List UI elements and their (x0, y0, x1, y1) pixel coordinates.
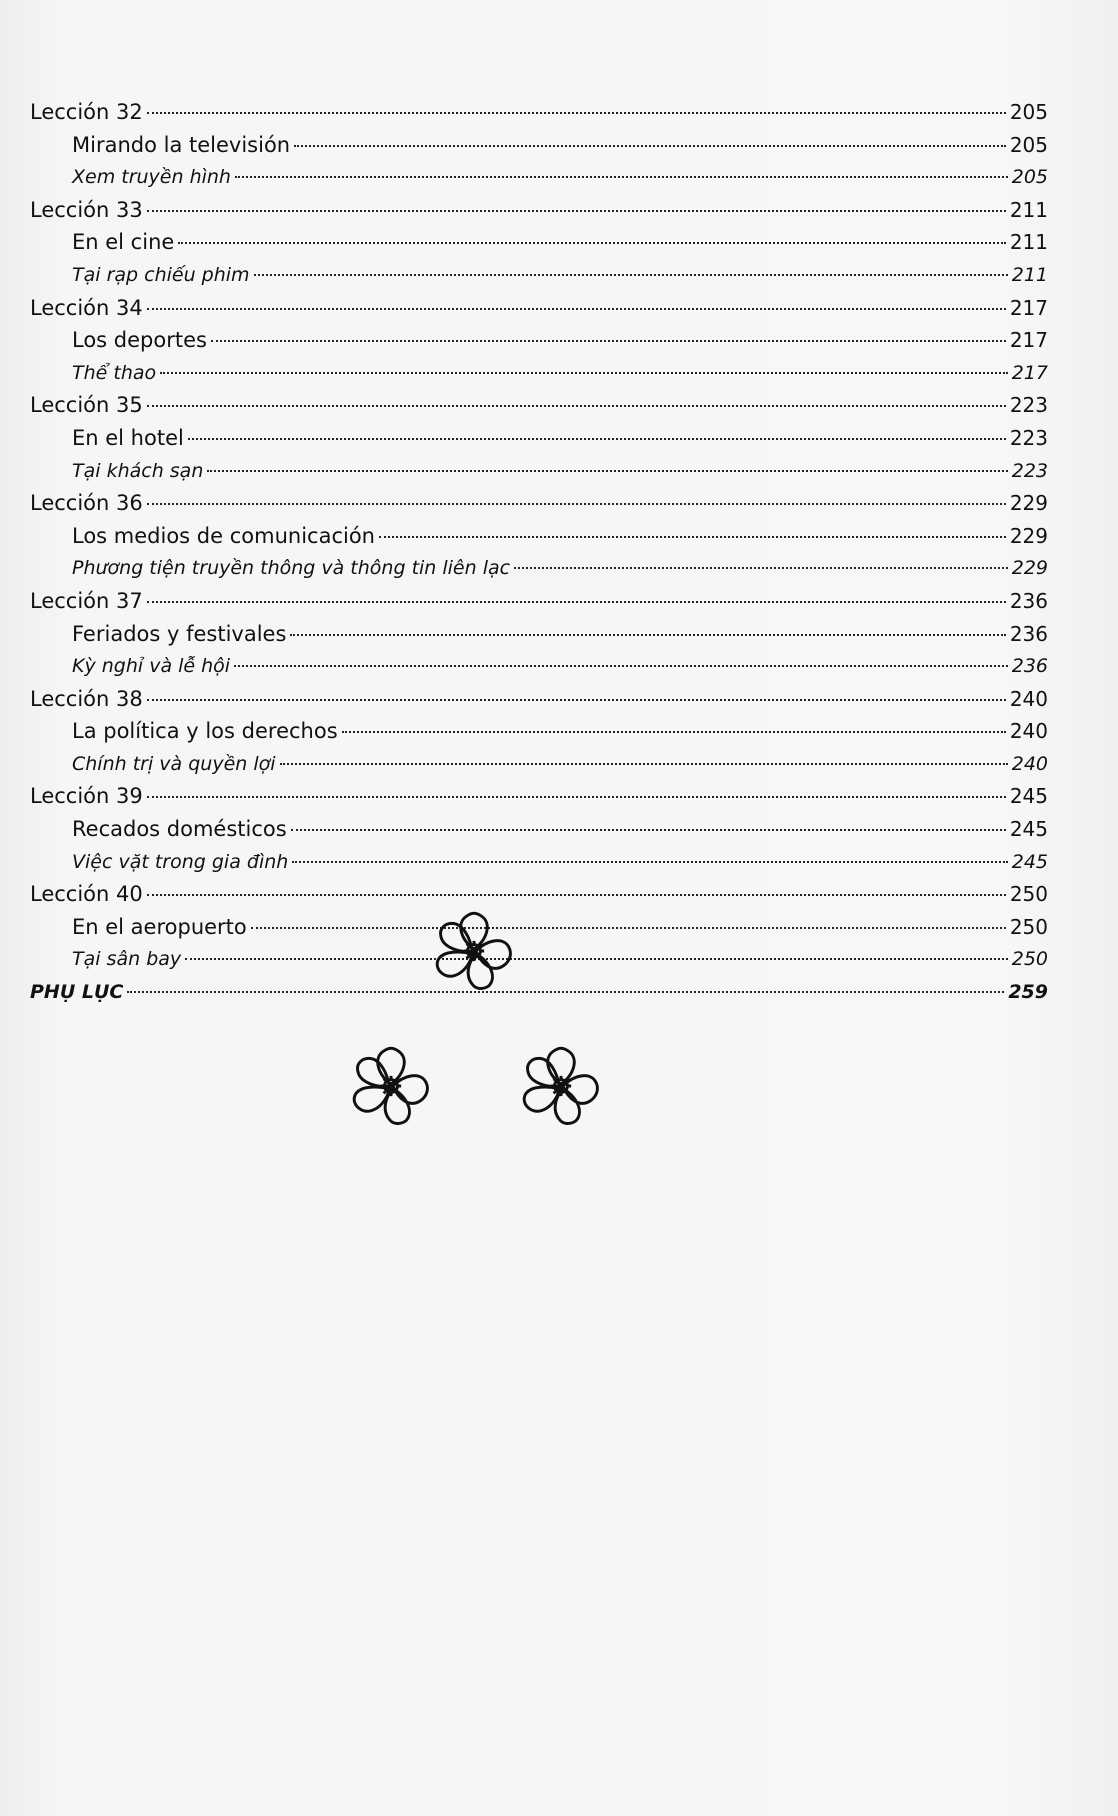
toc-page-number: 236 (1009, 588, 1048, 613)
toc-page-number: 205 (1009, 100, 1048, 124)
toc-page-number: 240 (1011, 752, 1048, 775)
toc-entry-title: Xem truyền hình (72, 166, 231, 189)
toc-entry-title: En el hotel (72, 425, 184, 450)
toc-entry-title: En el aeropuerto (72, 914, 247, 939)
toc-entry-title: Lección 40 (30, 882, 143, 907)
toc-page-number: 211 (1011, 263, 1048, 286)
toc-page-number: 205 (1011, 166, 1048, 189)
toc-page-number: 229 (1009, 491, 1048, 516)
toc-entry-title: Los deportes (72, 328, 207, 353)
toc-page-number: 250 (1009, 882, 1048, 907)
toc-entry-title: Lección 38 (30, 686, 143, 711)
toc-page-number: 217 (1009, 295, 1048, 320)
toc-page-number: 250 (1009, 914, 1048, 939)
toc-entry-title: Thể thao (72, 361, 157, 384)
toc-page-number: 229 (1011, 557, 1048, 580)
toc-entry-title: Chính trị và quyền lợi (72, 752, 276, 775)
toc-entry-title: Lección 34 (30, 295, 143, 320)
toc-entry-title: Việc vặt trong gia đình (72, 850, 289, 873)
toc-page-number: 229 (1009, 523, 1048, 548)
toc-entry-title: Tại khách sạn (72, 459, 204, 482)
toc-entry-title: Feriados y festivales (72, 621, 287, 646)
toc-page-number: 223 (1009, 393, 1048, 418)
toc-page-number: 236 (1011, 655, 1048, 678)
toc-entry-title: Lección 35 (30, 393, 143, 418)
toc-page-number: 245 (1009, 817, 1048, 842)
toc-page-number: 236 (1009, 621, 1048, 646)
toc-entry-title: PHỤ LỤC (30, 981, 124, 1004)
flower-icon (515, 1040, 607, 1132)
toc-entry-title: Kỳ nghỉ và lễ hội (72, 655, 231, 678)
toc-page-number: 250 (1011, 948, 1048, 971)
toc-entry-title: Lección 36 (30, 491, 143, 516)
toc-entry-title: Lección 32 (30, 100, 143, 124)
toc-entry-title: Lección 39 (30, 784, 143, 809)
flower-icon (428, 905, 520, 997)
toc-entry-title: Lección 33 (30, 197, 143, 222)
toc-page-number: 205 (1009, 132, 1048, 157)
toc-entry-title: Tại sân bay (72, 948, 182, 971)
toc-page-number: 223 (1009, 425, 1048, 450)
toc-page-number: 211 (1009, 230, 1048, 255)
toc-entry-title: En el cine (72, 230, 175, 255)
toc-page-number: 259 (1008, 981, 1048, 1004)
toc-entry-title: Tại rạp chiếu phim (72, 263, 250, 286)
toc-page-number: 223 (1011, 459, 1048, 482)
toc-page-number: 245 (1009, 784, 1048, 809)
toc-page-number: 245 (1011, 850, 1048, 873)
toc-entry-title: Phương tiện truyền thông và thông tin liên lạc (72, 557, 511, 580)
toc-page-number: 211 (1009, 197, 1048, 222)
toc-page-number: 217 (1009, 328, 1048, 353)
toc-entry-title: Mirando la televisión (72, 132, 291, 157)
toc-entry-title: Recados domésticos (72, 817, 287, 842)
toc-page-number: 240 (1009, 719, 1048, 744)
toc-entry-title: La política y los derechos (72, 719, 338, 744)
toc-entry-title: Los medios de comunicación (72, 523, 375, 548)
toc-entry-title: Lección 37 (30, 588, 143, 613)
toc-page-number: 217 (1011, 361, 1048, 384)
flower-icon (345, 1040, 437, 1132)
toc-page-number: 240 (1009, 686, 1048, 711)
